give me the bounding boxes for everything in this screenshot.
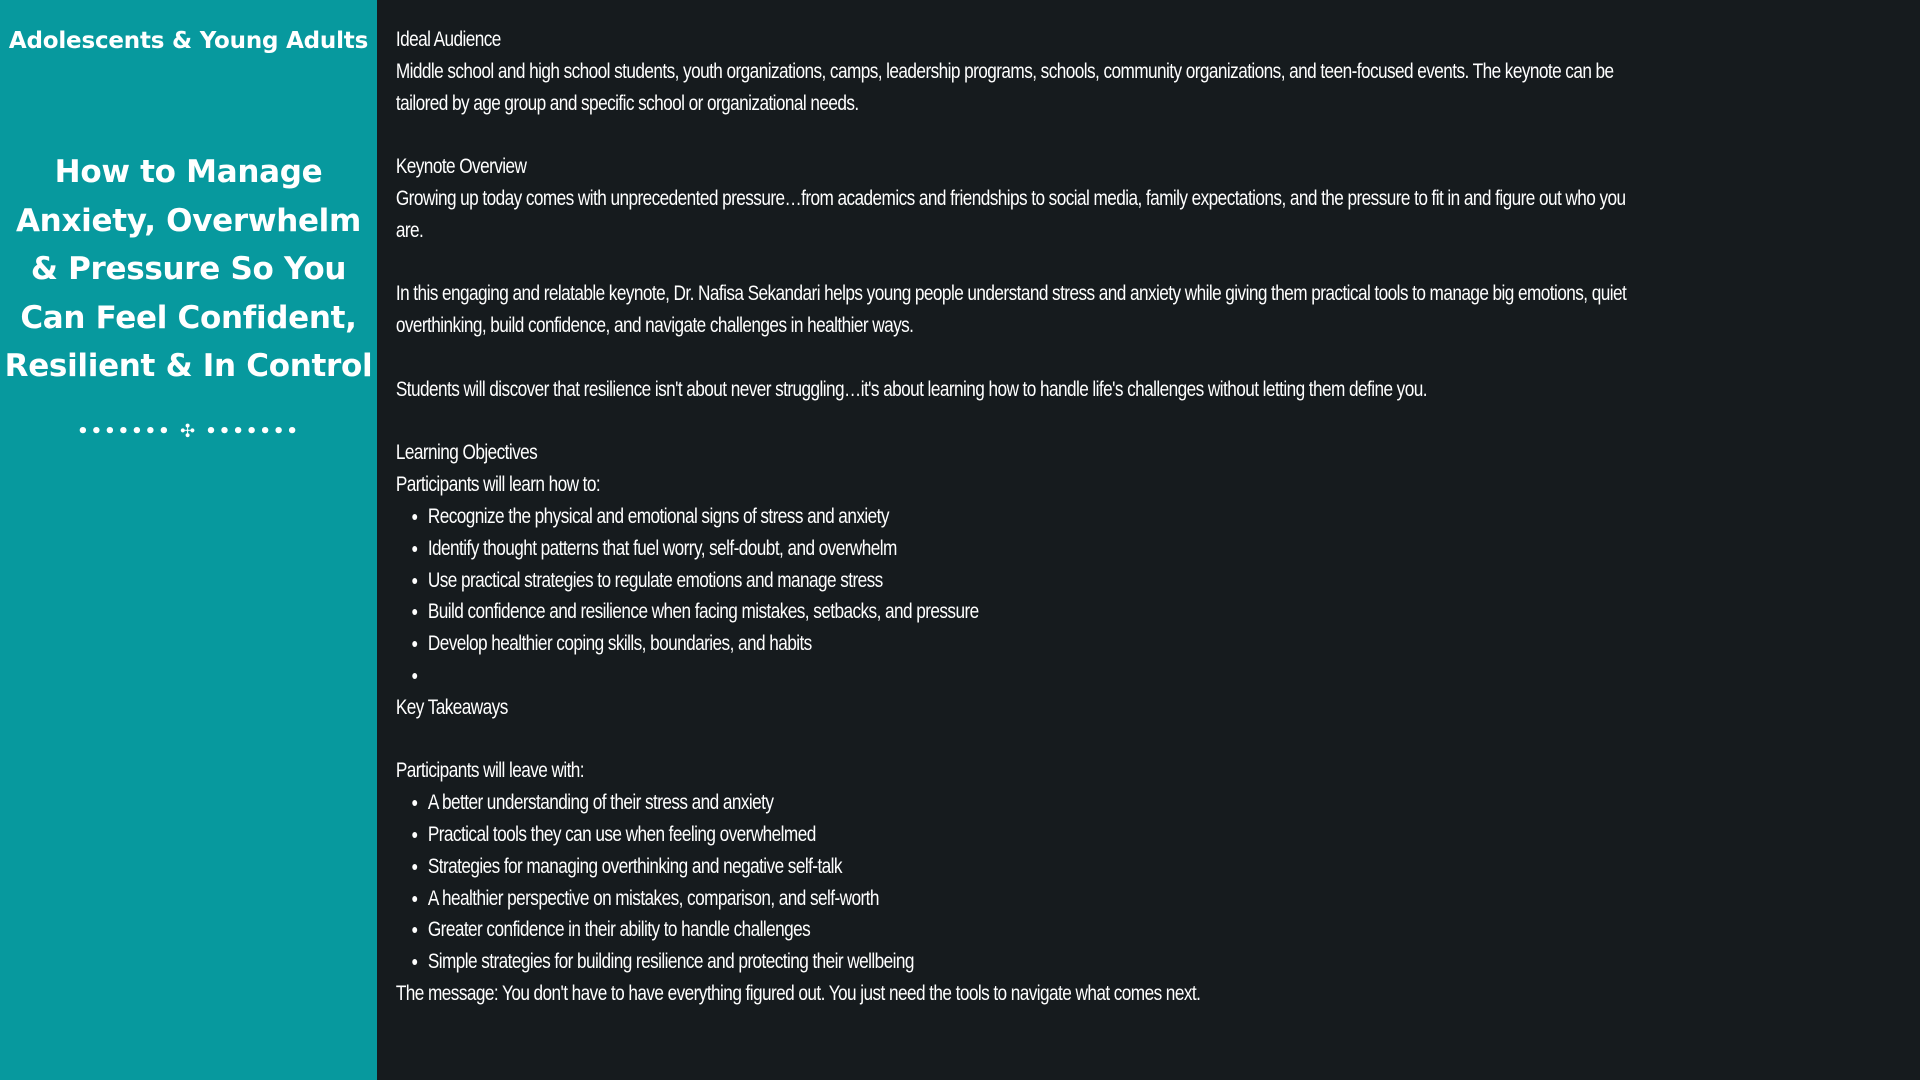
learning-objectives-list [396, 501, 1629, 692]
list-item: • Greater confidence in their ability to handle challenges [428, 914, 1629, 946]
sidebar-panel [0, 0, 377, 1080]
keynote-overview-heading: Keynote Overview [395, 155, 527, 179]
ideal-audience-body: Middle school and high school students, youth organizations, camps, leadership programs, schools, community organizations, and teen-focused events. The keynote can be tailored by age group and specific school or organizational needs. [395, 59, 1614, 115]
list-item: • Use practical strategies to regulate emotions and manage stress [428, 565, 1629, 597]
list-item: • Build confidence and resilience when facing mistakes, setbacks, and pressure [428, 596, 1629, 628]
spacer [396, 247, 1629, 279]
spacer [396, 724, 1629, 756]
list-item: • Practical tools they can use when feeling overwhelmed [428, 819, 1629, 851]
key-takeaways-list [396, 787, 1629, 978]
list-item: • Simple strategies for building resilience and protecting their wellbeing [428, 946, 1629, 978]
overview-paragraph: Growing up today comes with unprecedented pressure…from academics and friendships to social media, family expectations, and the pressure to fit in and figure out who you are. [395, 186, 1626, 242]
list-item: • Recognize the physical and emotional signs of stress and anxiety [428, 501, 1629, 533]
keynote-title: How to Manage Anxiety, Overwhelm & Pressure So You Can Feel Confident, Resilient & In Control [4, 154, 373, 384]
learning-objectives-heading: Learning Objectives [395, 441, 538, 465]
spacer [396, 119, 1629, 151]
list-item: • Identify thought patterns that fuel worry, self-doubt, and overwhelm [428, 533, 1629, 565]
spacer [396, 406, 1629, 438]
overview-paragraph: In this engaging and relatable keynote, Dr. Nafisa Sekandari helps young people understand stress and anxiety while giving them practical tools to manage big emotions, quiet overthinking, build confidence, and navigate challenges in healthier ways. [395, 282, 1627, 338]
list-item: • Develop healthier coping skills, boundaries, and habits [428, 628, 1629, 660]
key-takeaways-intro: Participants will leave with: [395, 759, 585, 783]
audience-label: Adolescents & Young Adults [8, 28, 369, 54]
ornament-divider: ••••••• ✣ ••••••• [77, 421, 300, 442]
list-item: • A better understanding of their stress and anxiety [428, 787, 1629, 819]
list-item [428, 660, 1629, 692]
list-item: • Strategies for managing overthinking and negative self-talk [428, 851, 1629, 883]
closing-message: The message: You don't have to have everything figured out. You just need the tools to navigate what comes next. [395, 981, 1201, 1005]
spacer [396, 342, 1629, 374]
key-takeaways-heading: Key Takeaways [395, 695, 508, 719]
list-item: • A healthier perspective on mistakes, comparison, and self-worth [428, 883, 1629, 915]
ideal-audience-heading: Ideal Audience [395, 28, 501, 51]
content-panel [377, 0, 1642, 1080]
overview-paragraph: Students will discover that resilience isn't about never struggling…it's about learning how to handle life's challenges without letting them define you. [395, 377, 1427, 401]
learning-objectives-intro: Participants will learn how to: [395, 473, 601, 497]
